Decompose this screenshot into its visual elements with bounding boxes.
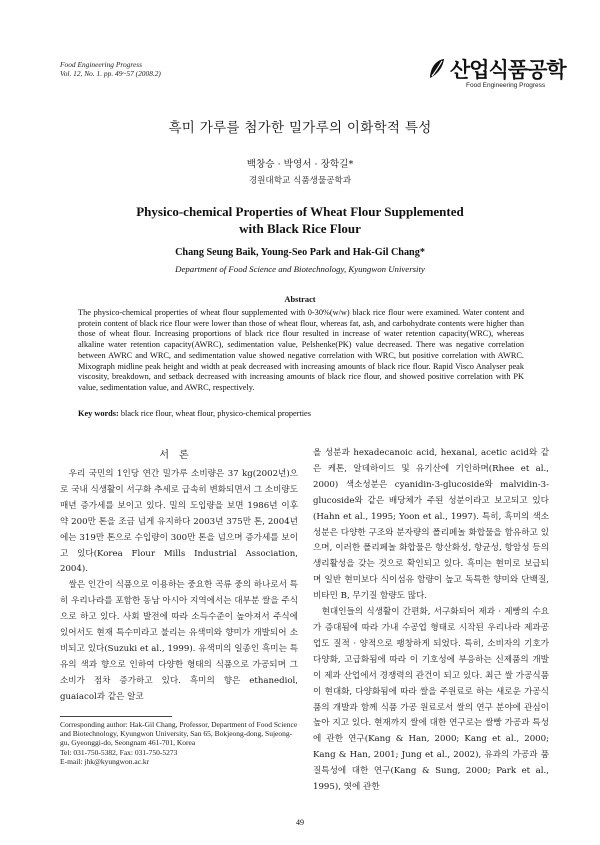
logo-subtitle: Food Engineering Progress (466, 82, 546, 89)
affiliation-english: Department of Food Science and Biotechnology, Kyungwon University (175, 264, 425, 274)
title-en-line2: with Black Rice Flour (239, 221, 361, 236)
footnote-divider (60, 716, 172, 717)
footnote-phone: Tel: 031-750-5382, Fax: 031-750-5273 (60, 747, 178, 757)
body-paragraph: 쌀은 인간이 식품으로 이용하는 중요한 곡류 중의 하나로서 특히 우리나라를 포함한 동남 아시아 지역에서는 대부분 쌀을 주식으로 하고 있다. 사회 발전에 따라 소득수준이 높아져서 주식에 있어서도 현재 특수미라고 불리는 유색미와 향미가 개발되어 소비되고 있다(Suzuki et al., 1999). 유색미의 일종인 흑미는 특유의 색과 향으로 인하여 다양한 형태의 식품으로 가공되며 그 소비가 점차 증가하고 있다. 흑미의 향은 ethanediol, guaiacol과 같은 알코 (60, 580, 298, 702)
authors-english: Chang Seung Baik, Young-Seo Park and Hak-Gil Chang* (175, 247, 425, 258)
journal-volume: Vol. 12, No. 1. pp. 49~57 (2008.2) (60, 69, 161, 78)
journal-logo (428, 54, 566, 98)
affiliation-korean: 경원대학교 식품생물공학과 (248, 176, 352, 186)
keywords (78, 409, 524, 420)
right-column (313, 446, 549, 796)
corresponding-author-footnote (60, 720, 298, 766)
body-paragraph: 현대인들의 식생활이 간편화, 서구화되어 제과 · 제빵의 수요가 증대됨에 따라 가내 수공업 형태로 시작된 우리나라 제과공업도 질적 · 양적으로 팽창하게 되었다. 특히, 소비자의 기호가 다양화, 고급화됨에 따라 이 기호성에 부응하는 신제품의 개발이 제과 산업에서 경쟁력의 관건이 되고 있다. 최근 쌀 가공식품이 현대화, 다양화됨에 따라 쌀을 주원료로 하는 새로운 가공식품의 개발과 함께 식품 가공 원료로서 쌀의 연구 분야에 관심이 높아 지고 있다. 현재까지 쌀에 대한 연구로는 쌀빵 가공과 특성에 관한 연구(Kang & Han, 2000; Kang et al., 2000; Kang & Han, 2001; Jung et al., 2002), 유과의 가공과 품질특성에 대한 연구(Kang & Sung, 2000; Park et al., 1995), 엿에 관한 (313, 607, 549, 793)
abstract-heading: Abstract (284, 295, 316, 304)
keywords-label: Key words: (78, 409, 119, 418)
paper-title-english (80, 203, 520, 237)
keywords-text: black rice flour, wheat flour, physico-chemical properties (120, 409, 311, 418)
footnote-email: E-mail: jhk@kyungwon.ac.kr (60, 756, 150, 766)
footnote-author: Corresponding author: Hak-Gil Chang, Professor, Department of Food Science and Biotechnology, Kyungwon University, San 65, Bokjeong-dong, Sujeong-gu, Gyeonggi-do, Seongnam 461-701, Korea (60, 720, 298, 748)
journal-header (60, 60, 161, 78)
section-heading-introduction: 서론 (159, 450, 199, 461)
body-paragraph: 올 성분과 hexadecanoic acid, hexanal, acetic acid와 같은 케톤, 알데하이드 및 유기산에 기인하며(Rhee et al., 2000) 색소성분은 cyanidin-3-glucoside와 malvidin-3-glucoside와 같은 배당체가 주된 성분이라고 보고되고 있다(Hahn et al., 1995; Yoon et al., 1997). 특히, 흑미의 색소성분은 다양한 구조와 분자량의 폴리페놀 화합물을 함유하고 있으며, 이러한 폴리페놀 화합물은 항산화성, 항균성, 항암성 등의 생리활성을 갖는 것으로 확인되고 있다. 흑미는 현미로 보급되며 일반 현미보다 식이섬유 함량이 높고 독특한 향미와 단백질, 비타민 B, 무기질 함량도 많다. (313, 448, 549, 602)
abstract-body: The physico-chemical properties of wheat flour supplemented with 0-30%(w/w) black rice flour were examined. Water content and protein content of black rice flour were lower than those of wheat flour, whereas fat, ash, and carbohydrate contents were higher than those of wheat flour. Increasing proportions of black rice flour resulted in increase of water retention capacity(WRC), whereas alkaline water retention capacity(AWRC), sedimentation value, Pelshenke(PK) value decreased. There was negative correlation between AWRC and WRC, and sedimentation value showed negative correlation with WRC, but positive correlation with AWRC. Mixograph midline peak height and width at peak decreased with increasing amounts of black rice flour. Rapid Visco Analyser peak viscosity, breakdown, and setback decreased with increasing amounts of black rice flour, and showed positive correlation with PK value, sedimentation value, and AWRC, respectively. (78, 308, 524, 392)
body-paragraph: 우리 국민의 1인당 연간 밀가루 소비량은 37 kg(2002년)으로 국내 식생활이 서구화 추세로 급속히 변화되면서 그 소비량도 매년 증가세를 보이고 있다. 밀의 도입량을 보면 1986년 이후 약 200만 톤을 조금 넘게 유지하다 2003년 375만 톤, 2004년에는 319만 톤으로 수입량이 300만 톤을 넘으며 증가세를 보이고 있다(Korea Flour Mills Industrial Association, 2004). (60, 469, 298, 575)
paper-title-korean: 흑미 가루를 첨가한 밀가루의 이화학적 특성 (168, 120, 432, 136)
journal-name: Food Engineering Progress (60, 60, 142, 69)
left-column (60, 467, 298, 706)
leaf-logo-icon (428, 58, 446, 80)
logo-text: 산업식품공학 (450, 58, 566, 82)
page-number: 49 (296, 818, 304, 827)
title-en-line1: Physico-chemical Properties of Wheat Flour Supplemented (136, 204, 464, 219)
authors-korean: 백창승 · 박영서 · 장학길* (246, 159, 354, 170)
